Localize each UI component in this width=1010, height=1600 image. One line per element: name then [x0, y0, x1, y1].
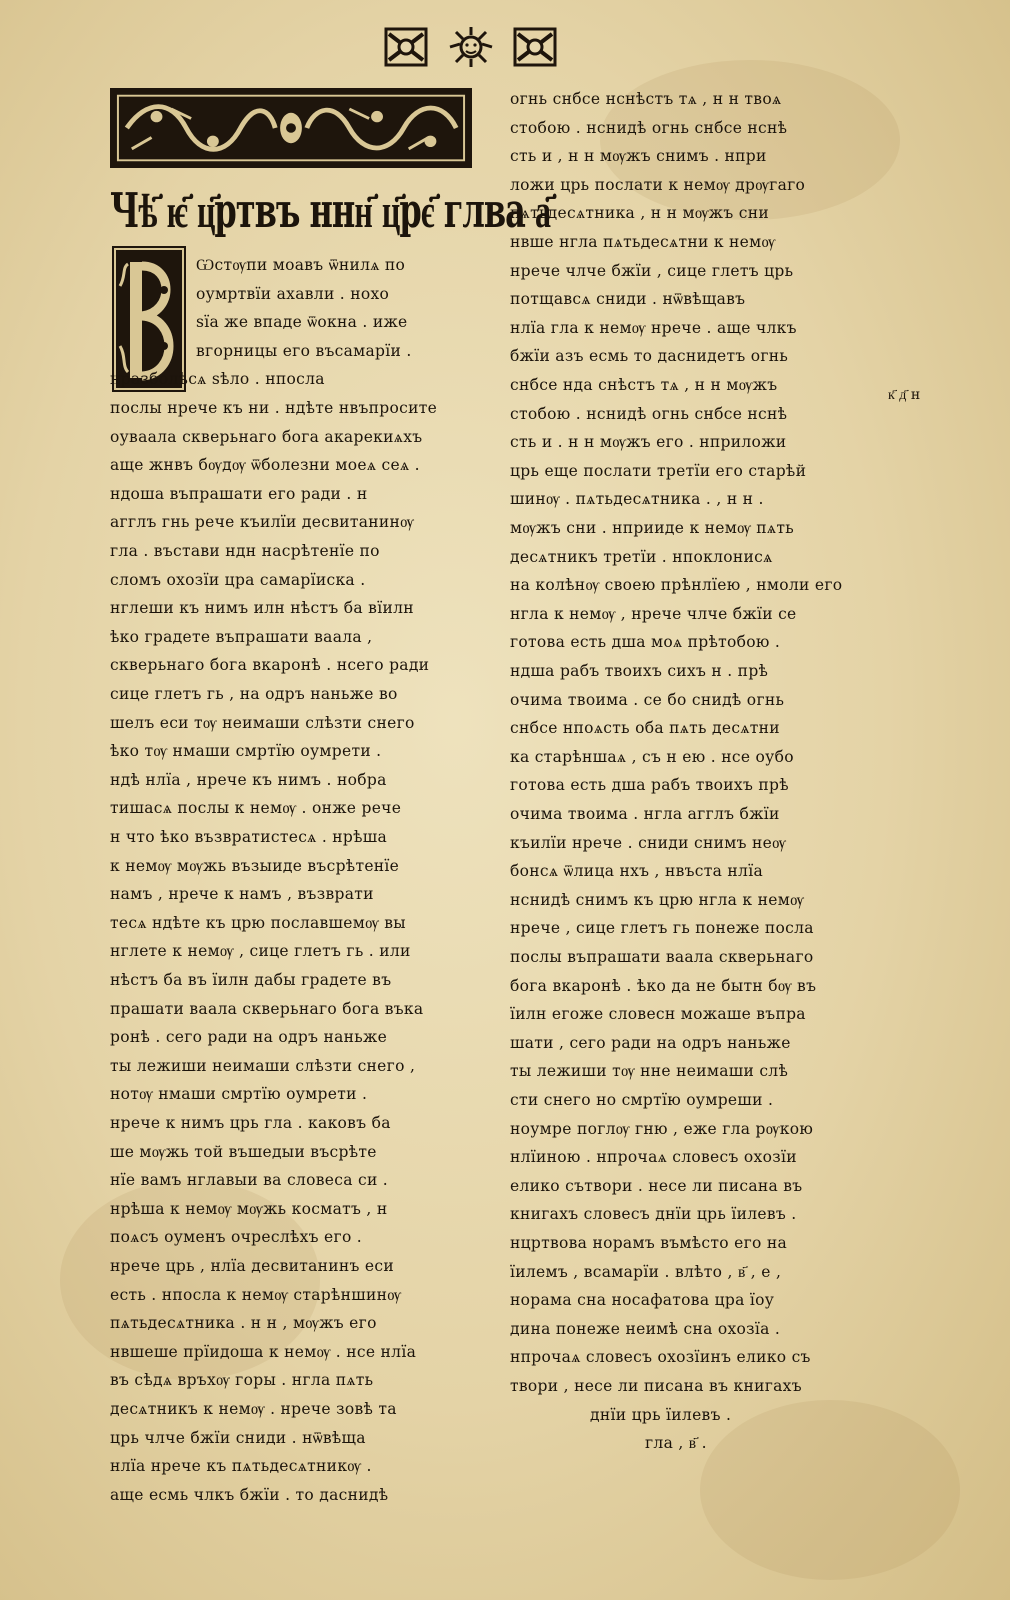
text-line: десѧтникъ третїи . нпоклонисѧ	[510, 547, 773, 566]
text-line: нглеши къ нимъ илн нѣстъ ба вїилн	[110, 599, 414, 618]
text-line: нрече к нимъ црь гла . каковъ ба	[110, 1114, 391, 1132]
text-line: нлїа нрече къ пѧтьдесѧтникѹ .	[110, 1457, 372, 1476]
text-line: нотѹ нмаши смртїю оумрети .	[110, 1085, 368, 1104]
text-line: нцртвова норамъ въмѣсто его на	[510, 1234, 788, 1252]
text-line: очима твоима . нгла агглъ бжїи	[510, 805, 780, 823]
text-line: норама сна носафатова цра їоу	[510, 1291, 775, 1310]
text-line: агглъ гнь рече къилїи десвитанинѹ	[110, 513, 415, 532]
text-line: нглете к немѹ , сице глетъ гь . или	[110, 942, 411, 961]
decorative-headpiece	[110, 88, 472, 168]
text-line: црь еще послати третїи его старѣй	[510, 461, 807, 480]
text-line: послы нрече къ ни . ндѣте нвъпросите	[110, 399, 438, 417]
text-line: огнь снбсе нснѣстъ тѧ , н н твоѧ	[510, 90, 782, 108]
text-line: ты лежиши тѹ нне неимаши слѣ	[510, 1062, 789, 1081]
text-line: на колѣнѹ своею прѣнлїею , нмоли его	[510, 576, 843, 595]
text-line: пѧтьдесѧтника , н н мѹжъ сни	[510, 204, 769, 223]
text-line: нлїа гла к немѹ нрече . аще члкъ	[510, 318, 797, 337]
sun-face-icon	[448, 26, 494, 68]
text-line: бога вкаронѣ . ѣко да не бытн бѹ въ	[510, 976, 817, 995]
text-line: ѣко градете въпрашати ваала ,	[110, 627, 373, 646]
text-line: ндоша въпрашати его ради . н	[110, 484, 368, 503]
text-line: стобою . нснидѣ огнь снбсе нснѣ	[510, 404, 788, 423]
knot-ornament-icon	[383, 26, 429, 68]
paper-stain	[600, 60, 900, 220]
text-line: бжїи азъ есмь то даснидетъ огнь	[510, 347, 789, 366]
text-line: есть . нпосла к немѹ старѣншинѹ	[110, 1285, 402, 1304]
text-line: снбсе нда снѣстъ тѧ , н н мѹжъ	[510, 376, 778, 394]
text-line: ндѣ нлїа , нрече къ нимъ . нобра	[110, 770, 387, 789]
text-line: книгахъ словесъ днїи црь їилевъ .	[510, 1205, 797, 1224]
text-line: десѧтникъ к немѹ . нрече зовѣ та	[110, 1400, 397, 1418]
text-line: къилїи нрече . сниди снимъ неѹ	[510, 833, 787, 852]
text-line: потщавсѧ сниди . нѿвѣщавъ	[510, 290, 746, 309]
text-line: црь члче бжїи сниди . нѿвѣща	[110, 1428, 366, 1447]
text-line: намъ , нрече к намъ , възврати	[110, 885, 374, 904]
text-line: нснидѣ снимъ къ црю нгла к немѹ	[510, 890, 805, 909]
text-line: ложи црь послати к немѹ дрѹгаго	[510, 175, 806, 194]
text-line: ка старѣншаѧ , съ н ею . нсе оубо	[510, 747, 794, 766]
text-line: нрече црь , нлїа десвитанинъ еси	[110, 1257, 395, 1275]
text-line: елико сътвори . несе ли писана въ	[510, 1176, 803, 1195]
text-line: н что ѣко възвратистесѧ . нрѣша	[110, 828, 388, 846]
text-line: скверьнаго бога вкаронѣ . нсего ради	[110, 656, 430, 675]
text-line: нлїиною . нпрочаѧ словесъ охозїи	[510, 1148, 797, 1167]
text-line: твори , несе ли писана въ книгахъ	[510, 1377, 802, 1395]
text-line: нвше нгла пѧтьдесѧтни к немѹ	[510, 233, 776, 251]
paper-stain	[700, 1400, 960, 1580]
text-line: їилемъ , всамарїи . влѣто , в҃ , е ,	[510, 1262, 782, 1281]
text-line: днїи црь їилевъ .	[590, 1405, 732, 1424]
text-line: нрѣша к немѹ мѹжь косматъ , н	[110, 1199, 388, 1218]
text-line: сломъ охозїи цра самарїиска .	[110, 570, 366, 589]
text-line: ноумре поглѹ гню , еже гла рѹкою	[510, 1119, 814, 1138]
text-line: готова есть дша моѧ прѣтобою .	[510, 633, 781, 652]
text-line: оумртвїи ахавли . нохо	[196, 284, 390, 303]
text-line: к немѹ мѹжь възыиде въсрѣтенїе	[110, 856, 400, 875]
text-line: пѧтьдесѧтника . н н , мѹжъ его	[110, 1314, 377, 1333]
text-line: шати , сего ради на одръ наньже	[510, 1033, 791, 1052]
text-line: гла , в҃ .	[645, 1434, 707, 1453]
text-line: послы въпрашати ваала скверьнаго	[510, 948, 814, 966]
text-line: поѧсъ оуменъ очреслѣхъ его .	[110, 1228, 363, 1247]
text-line: гла . въстави ндн насрѣтенїе по	[110, 542, 380, 560]
text-line: прашати ваала скверьнаго бога въка	[110, 999, 424, 1018]
text-line: сть и . н н мѹжъ его . нприложи	[510, 433, 787, 452]
top-ornament	[383, 24, 558, 70]
text-line: сть и , н н мѹжъ снимъ . нпри	[510, 147, 767, 166]
text-line: нрече члче бжїи , сице глетъ црь	[510, 261, 794, 280]
text-line: тесѧ ндѣте къ црю пославшемѹ вы	[110, 913, 406, 932]
text-line: ты лежиши неимаши слѣзти снего ,	[110, 1056, 416, 1075]
text-line: ше мѹжь той въшедыи въсрѣте	[110, 1142, 377, 1161]
text-line: тишасѧ послы к немѹ . онже рече	[110, 799, 402, 818]
marginal-note: к҃ д҃ н	[888, 387, 921, 403]
text-line: бонсѧ ѿлица нхъ , нвъста нлїа	[510, 862, 764, 881]
text-line: нѣстъ ба въ їилн дабы градете въ	[110, 971, 392, 989]
text-line: нразболѣсѧ ѕѣло . нпосла	[110, 370, 325, 389]
text-line: готова есть дша рабъ твоихъ прѣ	[510, 776, 789, 795]
text-line: въ сѣдѧ връхѹ горы . нгла пѧть	[110, 1371, 374, 1390]
text-line: їилн егоже словесн можаше въпра	[510, 1005, 806, 1024]
text-line: очима твоима . се бо снидѣ огнь	[510, 690, 785, 709]
text-line: дина понеже неимѣ сна охозїа .	[510, 1319, 781, 1338]
text-line: стобою . нснидѣ огнь снбсе нснѣ	[510, 118, 788, 137]
text-line: нпрочаѧ словесъ охозїинъ елико съ	[510, 1348, 811, 1367]
text-line: оуваала скверьнаго бога акарекиѧхъ	[110, 427, 423, 446]
text-line: сти снего но смртїю оумреши .	[510, 1091, 774, 1109]
text-line: ндша рабъ твоихъ сихъ н . прѣ	[510, 662, 769, 680]
knot-ornament-icon	[512, 26, 558, 68]
text-line: Ѡстѹпи моавъ ѿнилѧ по	[196, 256, 406, 274]
text-line: ѕїа же впаде ѿокна . иже	[196, 313, 408, 332]
text-line: шелъ еси тѹ неимаши слѣзти снего	[110, 713, 415, 732]
text-line: мѹжъ сни . нприиде к немѹ пѧть	[510, 519, 794, 537]
text-line: ронѣ . сего ради на одръ наньже	[110, 1028, 388, 1047]
text-line: нгла к немѹ , нрече члче бжїи се	[510, 604, 797, 623]
chapter-title: Чѣ҃ ѥ҃ ц҃ртвъ ннн҃ ц҃рє҃ глва а҃	[110, 182, 550, 239]
text-line: шинѹ . пѧтьдесѧтника . , н н .	[510, 490, 764, 509]
text-line: снбсе нпоѧсть оба пѧть десѧтни	[510, 719, 780, 738]
text-line: нрече , сице глетъ гь понеже посла	[510, 919, 814, 938]
text-line: нїе вамъ нглавыи ва словеса си .	[110, 1171, 389, 1190]
floral-scroll-icon	[112, 90, 470, 166]
text-line: нвшеше прїидоша к немѹ . нсе нлїа	[110, 1342, 417, 1361]
text-line: аще жнвъ бѹдѹ ѿболезни моеѧ сеѧ .	[110, 456, 420, 475]
text-line: сице глетъ гь , на одръ наньже во	[110, 685, 398, 703]
text-line: вгорницы его въсамарїи .	[196, 341, 412, 360]
text-line: аще есмь члкъ бжїи . то даснидѣ	[110, 1485, 389, 1504]
text-line: ѣко тѹ нмаши смртїю оумрети .	[110, 742, 382, 761]
